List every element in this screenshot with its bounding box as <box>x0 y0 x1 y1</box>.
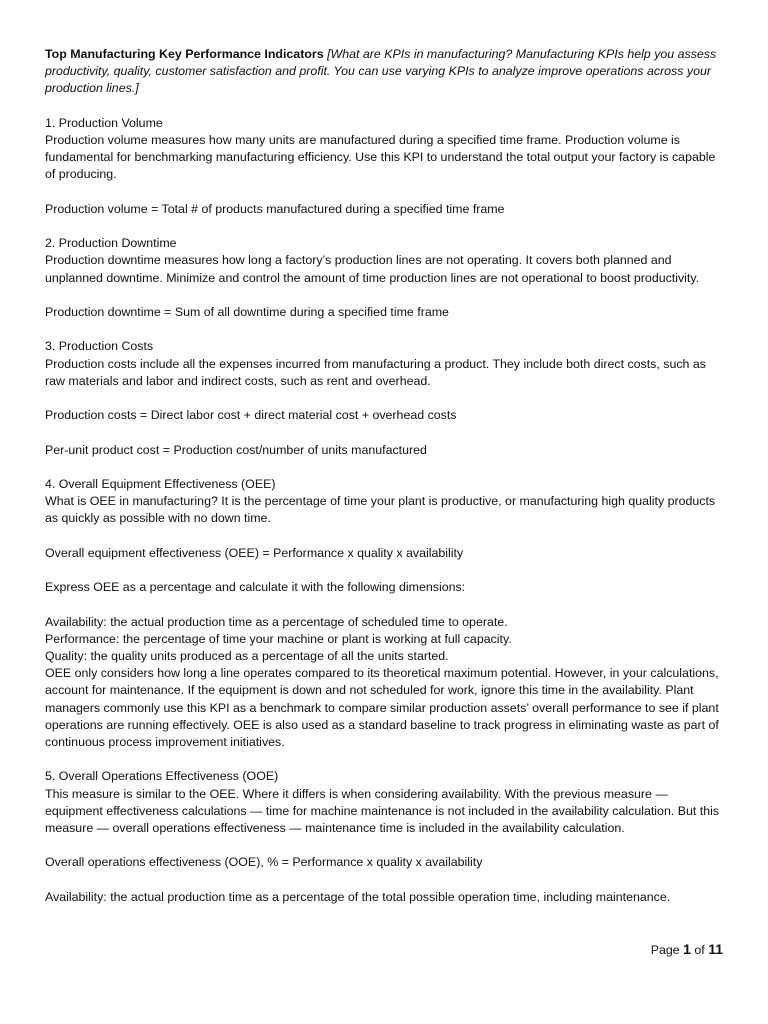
section-2-body: Production downtime measures how long a factory’s production lines are not operating. It covers both planned and unplanned downtime. Minimize and control the amount of time production lines are not operational to boost productivity. <box>45 253 700 285</box>
page-number <box>651 941 723 959</box>
section-2-formula: Production downtime = Sum of all downtime during a specified time frame <box>45 304 449 319</box>
section-4-express: Express OEE as a percentage and calculate it with the following dimensions: <box>45 580 466 595</box>
section-1-heading: 1. Production Volume <box>45 115 163 130</box>
section-5-body: This measure is similar to the OEE. Where it differs is when considering availability. With the previous measure — equipment effectiveness calculations — time for machine maintenance is not included in the availability calculation. But this measure — overall operations effectiveness — maintenance time is included in the availability calculation. <box>45 786 720 835</box>
section-4-body: What is OEE in manufacturing? It is the percentage of time your plant is productive, or manufacturing high quality products as quickly as possible with no down time. <box>45 494 716 526</box>
document-title: Top Manufacturing Key Performance Indicators <box>45 47 324 61</box>
section-1-body: Production volume measures how many units are manufactured during a specified time frame. Production volume is fundamental for benchmarking manufacturing efficiency. Use this KPI to understand the total output your factory is capable of producing. <box>45 133 716 182</box>
section-5-availability: Availability: the actual production time as a percentage of the total possible operation time, including maintenance. <box>45 889 671 904</box>
section-5-formula: Overall operations effectiveness (OOE), % = Performance x quality x availability <box>45 855 483 870</box>
page-current: 1 <box>683 941 691 957</box>
document-page <box>45 46 725 906</box>
section-3-heading: 3. Production Costs <box>45 339 154 354</box>
page-of: of <box>694 943 705 957</box>
section-4-quality: Quality: the quality units produced as a percentage of all the units started. <box>45 648 449 663</box>
section-1-formula: Production volume = Total # of products manufactured during a specified time frame <box>45 201 505 216</box>
section-4-availability: Availability: the actual production time as a percentage of scheduled time to operate. <box>45 614 508 629</box>
section-4-note: OEE only considers how long a line operates compared to its theoretical maximum potential. However, in your calculations, account for maintenance. If the equipment is down and not scheduled for work, ignore this time in the availability. Plant managers commonly use this KPI as a benchmark to compare similar production assets’ overall performance to see if plant operations are running effectively. OEE is also used as a standard baseline to track progress in eliminating waste as part of continuous process improvement initiatives. <box>45 666 719 749</box>
page-label: Page <box>650 943 680 957</box>
section-3-formula-per-unit: Per-unit product cost = Production cost/number of units manufactured <box>45 442 427 457</box>
section-3-body: Production costs include all the expenses incurred from manufacturing a product. They include both direct costs, such as raw materials and labor and indirect costs, such as rent and overhead. <box>45 356 706 388</box>
section-4-heading: 4. Overall Equipment Effectiveness (OEE) <box>45 476 276 491</box>
section-5-heading: 5. Overall Operations Effectiveness (OOE) <box>45 769 279 784</box>
section-4-formula: Overall equipment effectiveness (OEE) = Performance x quality x availability <box>45 545 464 560</box>
section-3-formula-costs: Production costs = Direct labor cost + direct material cost + overhead costs <box>45 408 457 423</box>
intro-paragraph <box>45 46 725 98</box>
page-total: 11 <box>708 941 723 957</box>
section-4-performance: Performance: the percentage of time your machine or plant is working at full capacity. <box>45 631 512 646</box>
section-2-heading: 2. Production Downtime <box>45 236 177 251</box>
title-note: [What are KPIs in manufacturing? Manufacturing KPIs help you assess productivity, quality, customer satisfaction and profit. You can use varying KPIs to analyze improve operations across your production lines.] <box>45 47 717 96</box>
